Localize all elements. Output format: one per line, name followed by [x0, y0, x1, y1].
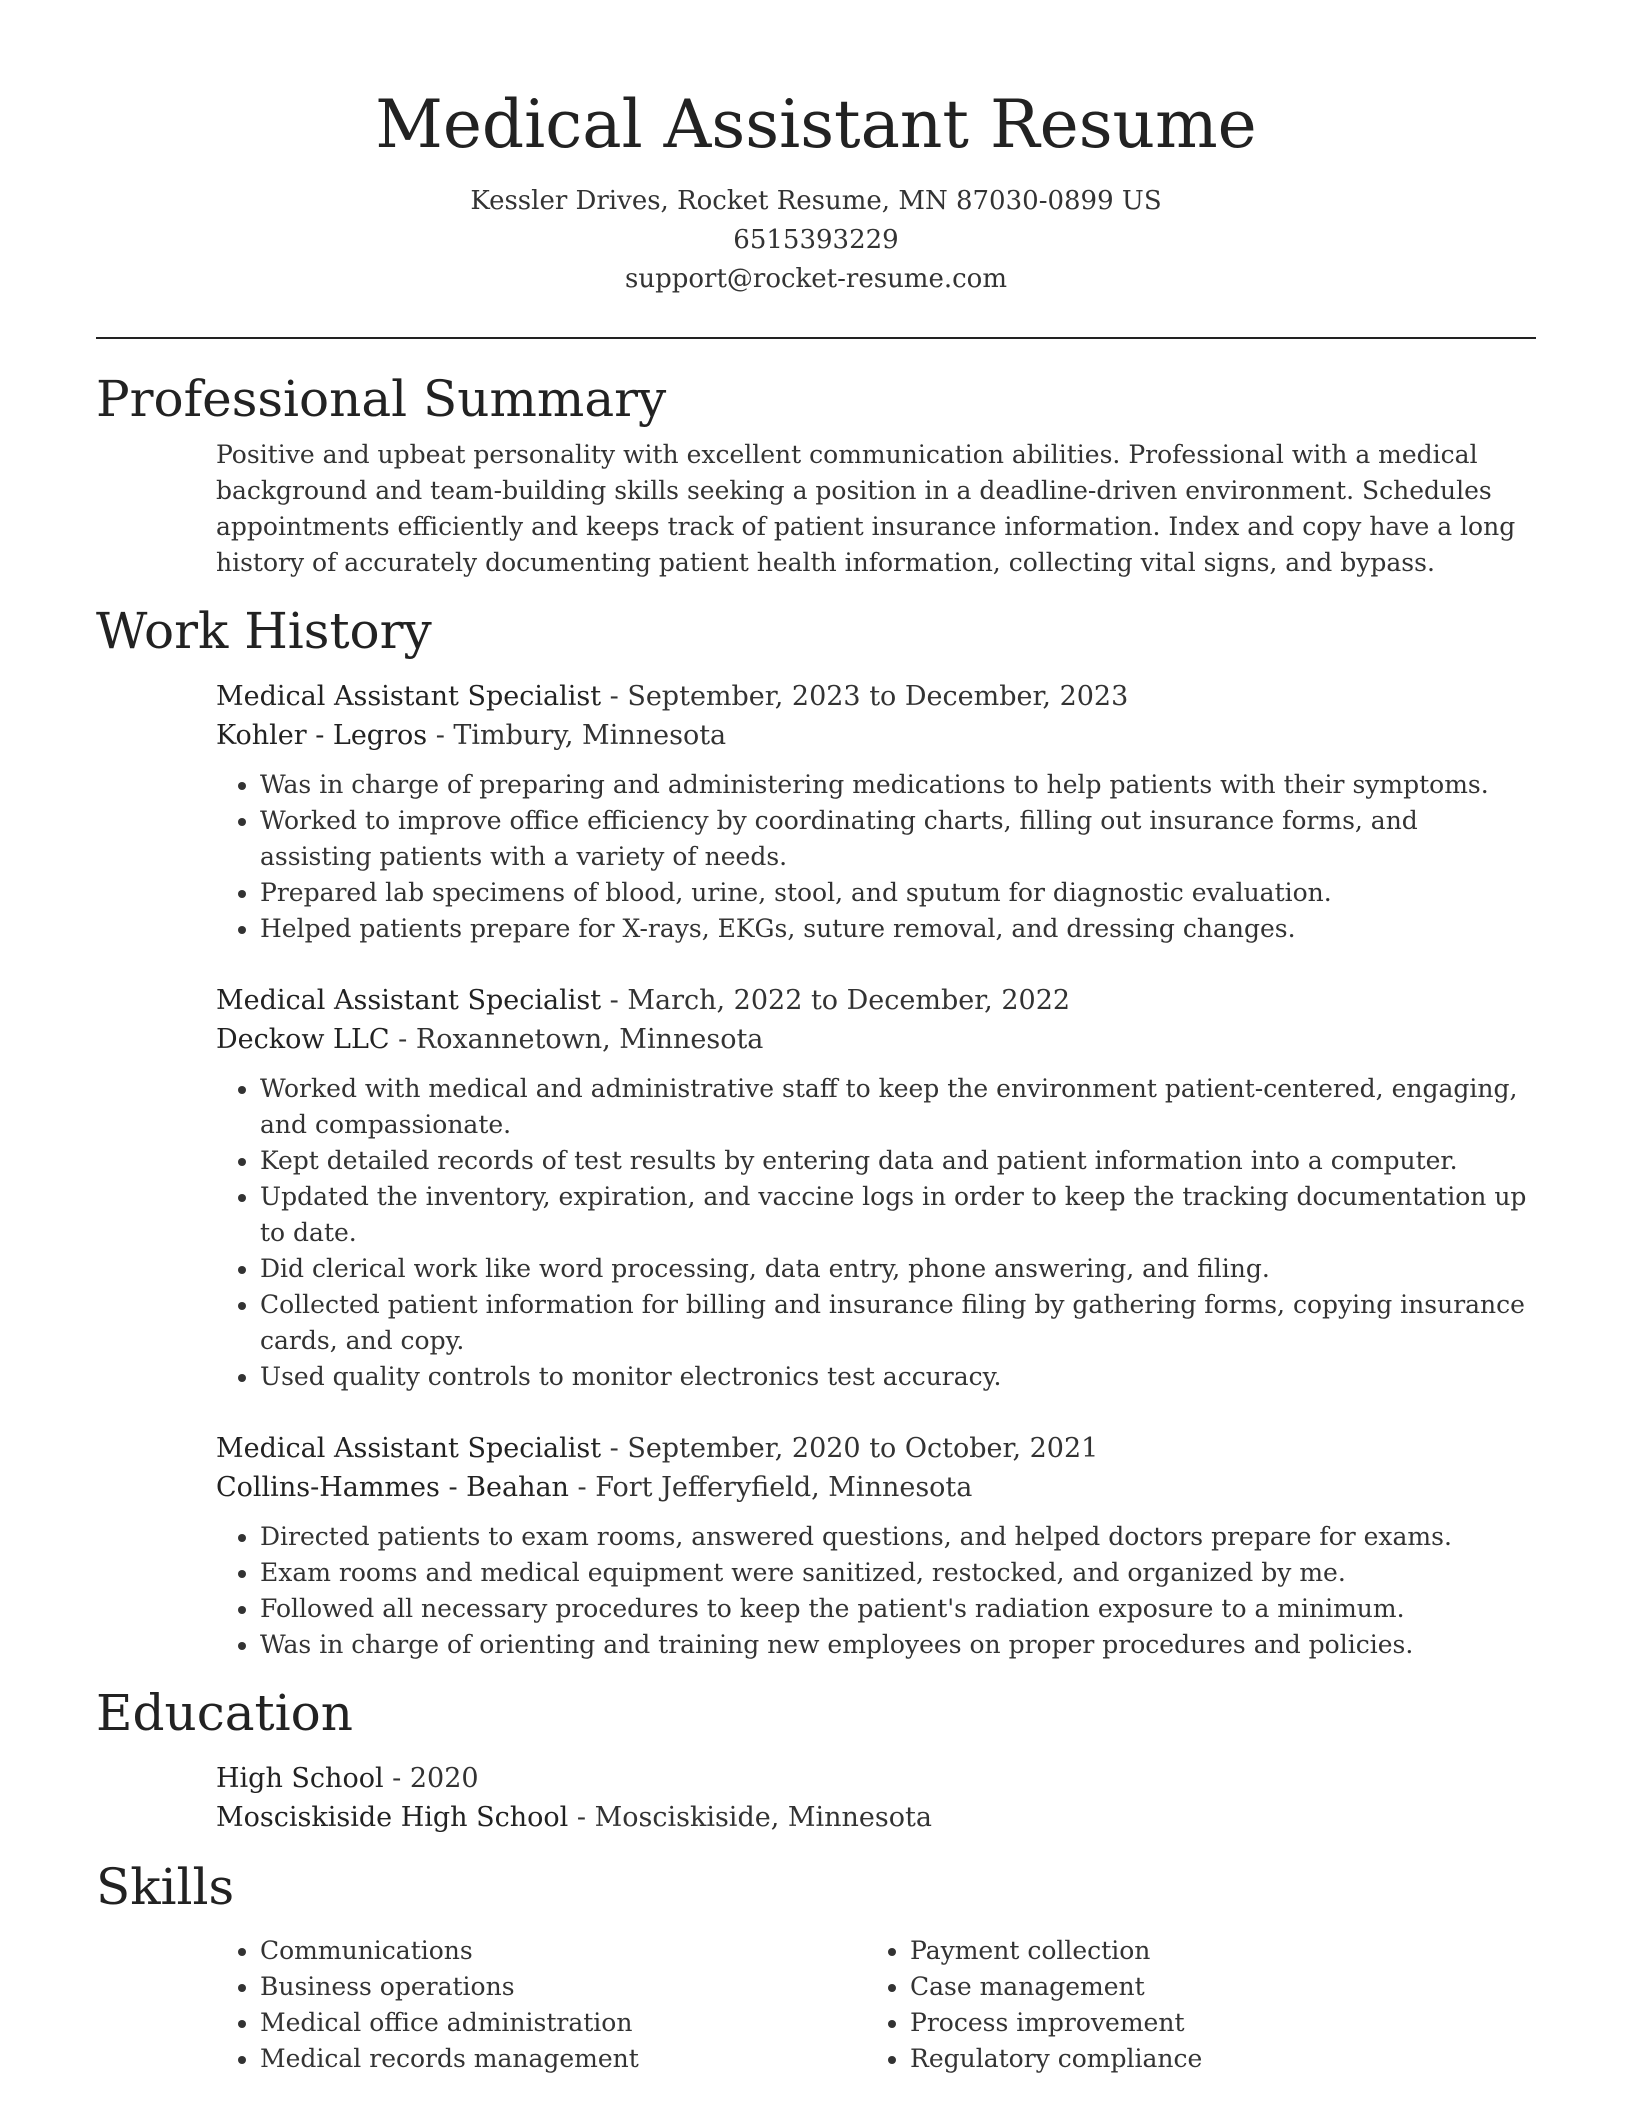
skill-item: • Case management [910, 1969, 1516, 2005]
job-duty: • Worked to improve office efficiency by coordinating charts, filling out insurance forms, and assisting patients with a variety of needs. [260, 803, 1536, 875]
job-title-line [216, 677, 1536, 716]
job-duty: • Helped patients prepare for X-rays, EKGs, suture removal, and dressing changes. [260, 911, 1536, 947]
job-duties [216, 767, 1536, 947]
job-duties [216, 1071, 1536, 1395]
skill-item: • Medical office administration [260, 2005, 866, 2041]
job-company: Collins-Hammes - Beahan [216, 1472, 569, 1503]
education-body [216, 1759, 1536, 1837]
job-duty: • Exam rooms and medical equipment were sanitized, restocked, and organized by me. [260, 1555, 1536, 1591]
resume-page [96, 0, 1536, 2077]
job-role: Medical Assistant Specialist [216, 1433, 602, 1464]
job-duty: • Collected patient information for billing and insurance filing by gathering forms, copying insurance cards, and copy. [260, 1287, 1536, 1359]
education-year: - 2020 [383, 1763, 479, 1794]
header-divider [96, 337, 1536, 339]
skill-item: • Communications [260, 1933, 866, 1969]
skill-item: • Regulatory compliance [910, 2041, 1516, 2077]
skill-item: • Process improvement [910, 2005, 1516, 2041]
job-duty: • Was in charge of preparing and administering medications to help patients with their symptoms. [260, 767, 1536, 803]
job-company: Deckow LLC [216, 1024, 390, 1055]
job-location: - Fort Jefferyfield, Minnesota [568, 1472, 973, 1503]
job-company-line [216, 716, 1536, 755]
education-entry [216, 1759, 1536, 1837]
job-role: Medical Assistant Specialist [216, 681, 602, 712]
job-duties [216, 1519, 1536, 1663]
education-school: Mosciskiside High School [216, 1802, 569, 1833]
education-location: - Mosciskiside, Minnesota [568, 1802, 932, 1833]
summary-section [96, 367, 1536, 581]
summary-heading: Professional Summary [96, 370, 667, 428]
education-degree: High School [216, 1763, 384, 1794]
contact-email: support@rocket-resume.com [624, 264, 1007, 294]
job-entry [216, 677, 1536, 947]
skills-list [866, 1933, 1516, 2077]
job-dates: - September, 2023 to December, 2023 [601, 681, 1129, 712]
job-duty: • Worked with medical and administrative staff to keep the environment patient-centered, engaging, and compassionate. [260, 1071, 1536, 1143]
job-dates: - March, 2022 to December, 2022 [601, 985, 1071, 1016]
job-company: Kohler - Legros [216, 720, 428, 751]
skill-item: • Business operations [260, 1969, 866, 2005]
education-degree-line [216, 1759, 1536, 1798]
resume-header [96, 0, 1536, 299]
contact-address: Kessler Drives, Rocket Resume, MN 87030-0899 US [470, 186, 1162, 216]
job-duty: • Followed all necessary procedures to keep the patient's radiation exposure to a minimum. [260, 1591, 1536, 1627]
skills-body [216, 1933, 1536, 2077]
job-location: - Roxannetown, Minnesota [389, 1024, 764, 1055]
skills-column-right [866, 1933, 1516, 2077]
job-company-line [216, 1020, 1536, 1059]
work-history-heading: Work History [96, 602, 432, 660]
job-entry [216, 981, 1536, 1395]
skills-section [96, 1855, 1536, 2077]
job-title-line [216, 1429, 1536, 1468]
skill-item: • Payment collection [910, 1933, 1516, 1969]
work-history-section [96, 599, 1536, 1663]
job-location: - Timbury, Minnesota [427, 720, 727, 751]
skills-column-left [216, 1933, 866, 2077]
resume-title: Medical Assistant Resume [375, 86, 1257, 163]
skill-item: • Medical records management [260, 2041, 866, 2077]
job-duty: • Used quality controls to monitor electronics test accuracy. [260, 1359, 1536, 1395]
job-duty: • Kept detailed records of test results by entering data and patient information into a computer. [260, 1143, 1536, 1179]
education-school-line [216, 1798, 1536, 1837]
skills-grid [216, 1933, 1536, 2077]
job-duty: • Directed patients to exam rooms, answered questions, and helped doctors prepare for exams. [260, 1519, 1536, 1555]
education-heading: Education [96, 1684, 353, 1742]
job-duty: • Did clerical work like word processing, data entry, phone answering, and filing. [260, 1251, 1536, 1287]
job-title-line [216, 981, 1536, 1020]
job-company-line [216, 1468, 1536, 1507]
skills-list [216, 1933, 866, 2077]
contact-phone: 6515393229 [733, 225, 899, 255]
summary-body [216, 437, 1536, 581]
job-role: Medical Assistant Specialist [216, 985, 602, 1016]
contact-info [96, 182, 1536, 299]
job-duty: • Prepared lab specimens of blood, urine, stool, and sputum for diagnostic evaluation. [260, 875, 1536, 911]
education-section [96, 1681, 1536, 1837]
job-duty: • Updated the inventory, expiration, and vaccine logs in order to keep the tracking documentation up to date. [260, 1179, 1536, 1251]
job-duty: • Was in charge of orienting and training new employees on proper procedures and policies. [260, 1627, 1536, 1663]
work-history-body [216, 677, 1536, 1663]
job-dates: - September, 2020 to October, 2021 [601, 1433, 1099, 1464]
skills-heading: Skills [96, 1858, 235, 1916]
summary-text: Positive and upbeat personality with excellent communication abilities. Professional with a medical background and team-building skills seeking a position in a deadline-driven environment. Schedules appointments efficiently and keeps track of patient insurance information. Index and copy have a long history of accurately documenting patient health information, collecting vital signs, and bypass. [216, 440, 1516, 577]
job-entry [216, 1429, 1536, 1663]
